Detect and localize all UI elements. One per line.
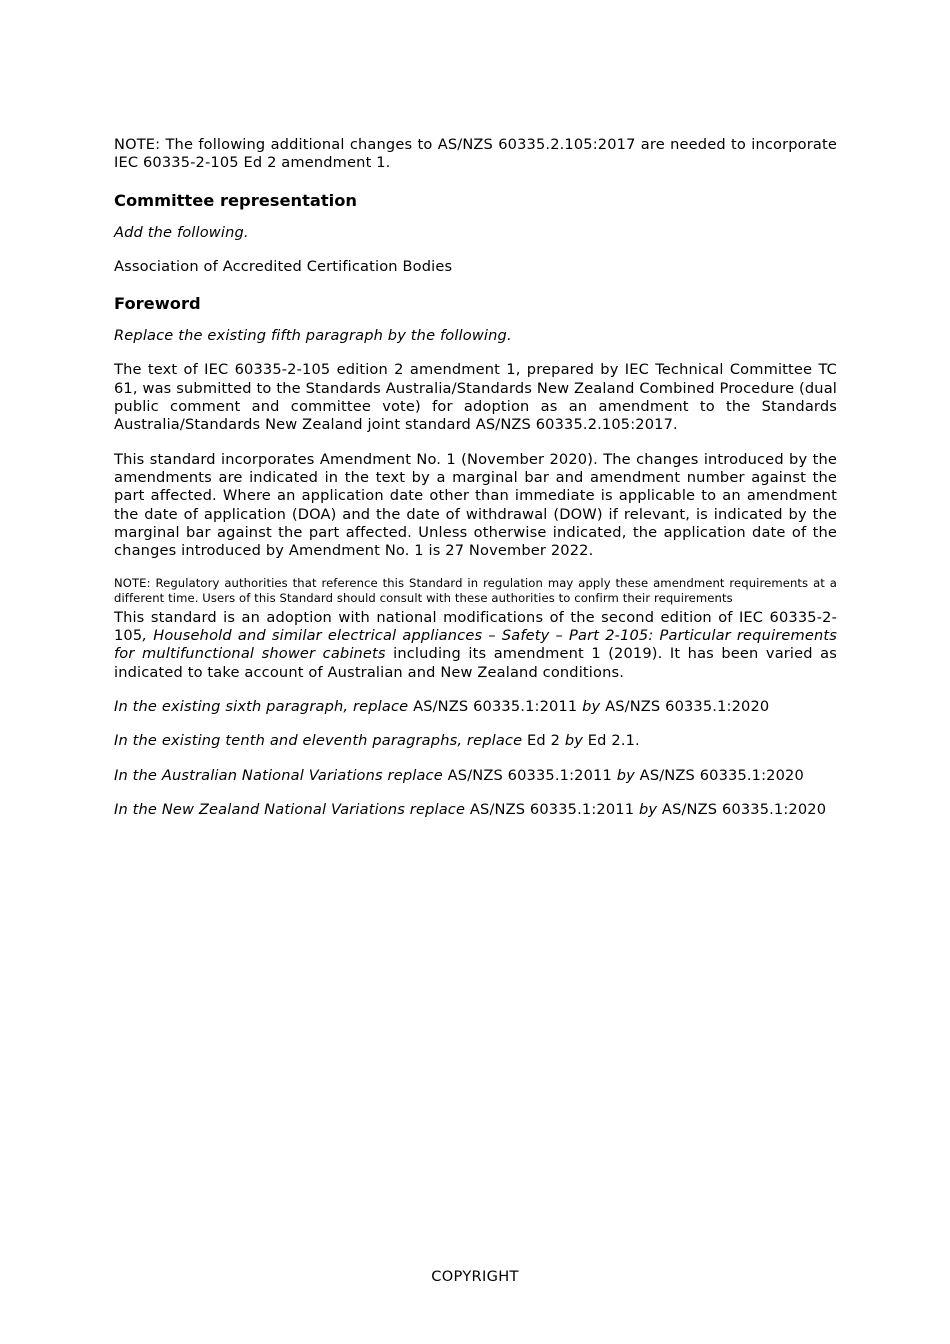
by-word: by bbox=[582, 698, 601, 716]
change-australian-variations bbox=[114, 767, 837, 785]
new-reference: AS/NZS 60335.1:2020 bbox=[657, 800, 827, 818]
committee-body: Association of Accredited Certification Bodies bbox=[114, 257, 453, 275]
regulatory-note: NOTE: Regulatory authorities that reference this Standard in regulation may apply these amendment requirements at a different time. Users of this Standard should consult with these authorities to confirm their requirements bbox=[114, 576, 837, 605]
old-reference: Ed 2 bbox=[522, 732, 565, 750]
foreword-heading: Foreword bbox=[114, 294, 201, 314]
committee-instruction: Add the following. bbox=[114, 223, 249, 241]
new-reference: AS/NZS 60335.1:2020 bbox=[634, 766, 804, 784]
by-word: by bbox=[564, 732, 584, 750]
change-instruction: In the New Zealand National Variations replace bbox=[114, 800, 466, 818]
document-body bbox=[114, 136, 837, 835]
by-word: by bbox=[616, 766, 635, 784]
foreword-paragraph-3 bbox=[114, 609, 837, 682]
foreword-instruction: Replace the existing fifth paragraph by the following. bbox=[114, 327, 512, 345]
change-sixth-paragraph bbox=[114, 698, 837, 716]
foreword-paragraph-2: This standard incorporates Amendment No. 1 (November 2020). The changes introduced by the amendments are indicated in the text by a marginal bar and amendment number against the part affected. Where an application date other than immediate is applicable to an amendment the date of application (DOA) and the date of withdrawal (DOW) if relevant, is indicated by the marginal bar against the part affected. Unless otherwise indicated, the application date of the changes introduced by Amendment No. 1 is 27 November 2022. bbox=[114, 450, 837, 560]
new-reference: AS/NZS 60335.1:2020 bbox=[600, 698, 770, 716]
standard-title: , Household and similar electrical appliances – Safety – Part 2-105: Particular requirements for multifunctional shower cabinets bbox=[114, 627, 837, 663]
foreword-paragraph-1: The text of IEC 60335-2-105 edition 2 amendment 1, prepared by IEC Technical Committee TC 61, was submitted to the Standards Australia/Standards New Zealand Combined Procedure (dual public comment and committee vote) for adoption as an amendment to the Standards Australia/Standards New Zealand joint standard AS/NZS 60335.2.105:2017. bbox=[114, 361, 837, 434]
copyright-footer: COPYRIGHT bbox=[431, 1268, 519, 1285]
old-reference: AS/NZS 60335.1:2011 bbox=[465, 800, 639, 818]
change-new-zealand-variations bbox=[114, 801, 837, 819]
new-reference: Ed 2.1. bbox=[583, 732, 640, 750]
by-word: by bbox=[638, 800, 658, 818]
change-instruction: In the existing sixth paragraph, replace bbox=[114, 698, 409, 716]
committee-heading: Committee representation bbox=[114, 190, 357, 210]
intro-note: NOTE: The following additional changes to AS/NZS 60335.2.105:2017 are needed to incorporate IEC 60335-2-105 Ed 2 amendment 1. bbox=[114, 136, 837, 172]
change-instruction: In the Australian National Variations replace bbox=[114, 766, 443, 784]
old-reference: AS/NZS 60335.1:2011 bbox=[442, 766, 617, 784]
para3-text-start: This standard is an adoption with national modifications of the second edition of IEC 60335-2-105 bbox=[114, 608, 837, 645]
old-reference: AS/NZS 60335.1:2011 bbox=[408, 698, 583, 716]
change-instruction: In the existing tenth and eleventh paragraphs, replace bbox=[114, 732, 523, 750]
para3-text-end: including its amendment 1 (2019). It has been varied as indicated to take account of Australian and New Zealand conditions. bbox=[114, 645, 837, 681]
change-tenth-eleventh-paragraphs bbox=[114, 732, 837, 750]
